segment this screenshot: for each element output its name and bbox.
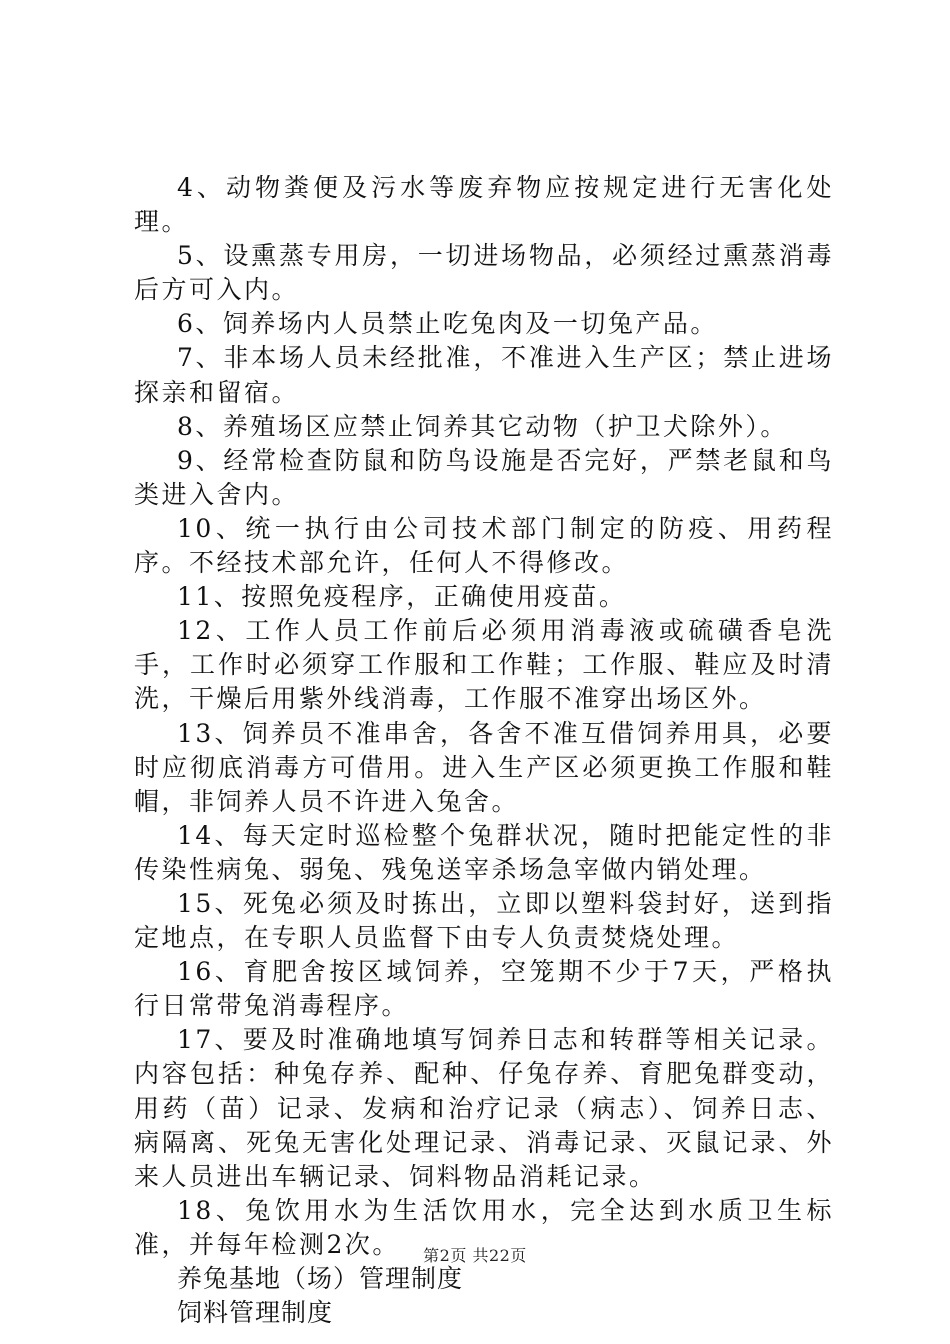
rule-item-9: 9、经常检查防鼠和防鸟设施是否完好，严禁老鼠和鸟类进入舍内。 [134, 445, 834, 509]
rule-item-18: 18、兔饮用水为生活饮用水，完全达到水质卫生标准，并每年检测2次。 [134, 1195, 834, 1259]
document-body [134, 171, 834, 1330]
section-title-base-management: 养兔基地（场）管理制度 [177, 1264, 464, 1293]
rule-item-11: 11、按照免疫程序，正确使用疫苗。 [177, 582, 627, 612]
rule-item-10: 10、统一执行由公司技术部门制定的防疫、用药程序。不经技术部允许，任何人不得修改。 [134, 513, 834, 578]
rule-item-17: 17、要及时准确地填写饲养日志和转群等相关记录。内容包括：种兔存养、配种、仔兔存养、育肥兔群变动，用药（苗）记录、发病和治疗记录（病志）、饲养日志、病隔离、死兔无害化处理记录、消毒记录、灭鼠记录、外来人员进出车辆记录、饲料物品消耗记录。 [134, 1025, 834, 1191]
rule-item-14: 14、每天定时巡检整个兔群状况，随时把能定性的非传染性病兔、弱兔、残兔送宰杀场急宰做内销处理。 [134, 820, 834, 884]
rule-item-8: 8、养殖场区应禁止饲养其它动物（护卫犬除外）。 [177, 411, 788, 441]
rule-item-15: 15、死兔必须及时拣出，立即以塑料袋封好，送到指定地点，在专职人员监督下由专人负责焚烧处理。 [134, 888, 834, 953]
rule-item-5: 5、设熏蒸专用房，一切进场物品，必须经过熏蒸消毒后方可入内。 [134, 241, 834, 305]
page-number-footer: 第2页 共22页 [423, 1246, 527, 1265]
section-title-feed-management: 饲料管理制度 [177, 1298, 334, 1328]
rule-item-4: 4、动物粪便及污水等废弃物应按规定进行无害化处理。 [134, 173, 834, 237]
rule-item-16: 16、育肥舍按区域饲养，空笼期不少于7天，严格执行日常带兔消毒程序。 [134, 957, 834, 1021]
rule-item-12: 12、工作人员工作前后必须用消毒液或硫磺香皂洗手，工作时必须穿工作服和工作鞋；工作服、鞋应及时清洗，干燥后用紫外线消毒，工作服不准穿出场区外。 [134, 616, 834, 714]
rule-item-13: 13、饲养员不准串舍，各舍不准互借饲养用具，必要时应彻底消毒方可借用。进入生产区必须更换工作服和鞋帽，非饲养人员不许进入兔舍。 [134, 718, 834, 816]
rule-item-7: 7、非本场人员未经批准，不准进入生产区；禁止进场探亲和留宿。 [134, 343, 834, 407]
rule-item-6: 6、饲养场内人员禁止吃兔肉及一切兔产品。 [177, 309, 718, 339]
